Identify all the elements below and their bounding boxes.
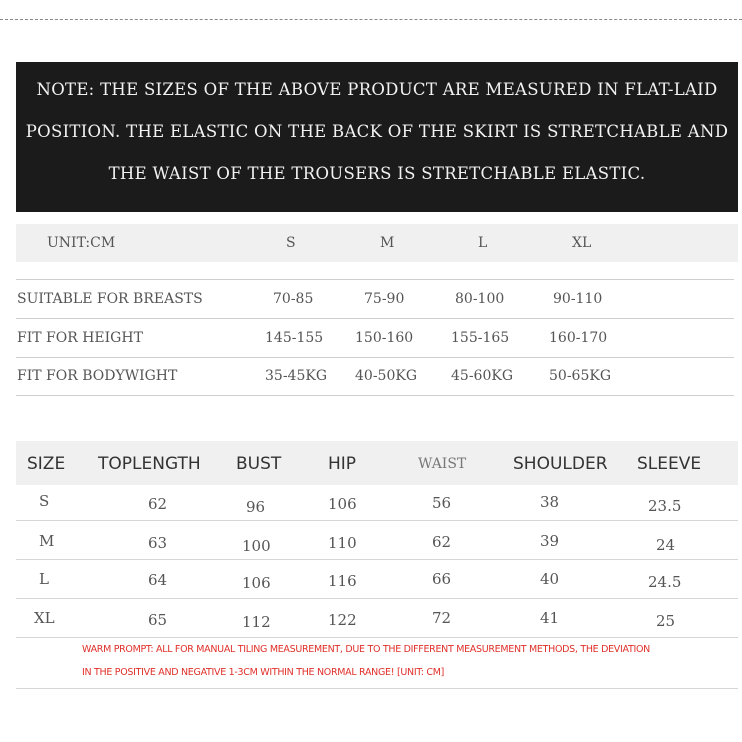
table-row <box>16 520 738 560</box>
size-col-s: S <box>286 235 296 251</box>
warm-prompt-line-1: WARM PROMPT: ALL FOR MANUAL TILING MEASUREMENT, DUE TO THE DIFFERENT MEASUREMENT METHODS, THE DEVIATION <box>82 644 650 655</box>
cell-size: M <box>39 532 55 550</box>
table-row <box>16 319 734 358</box>
cell-value: 24 <box>656 536 676 554</box>
cell-value: 40-50KG <box>355 368 418 384</box>
cell-value: 50-65KG <box>549 368 612 384</box>
cell-size: XL <box>34 609 55 627</box>
cell-value: 145-155 <box>265 330 324 346</box>
cell-value: 90-110 <box>553 291 603 307</box>
cell-value: 64 <box>148 571 168 589</box>
cell-value: 66 <box>432 570 452 588</box>
cell-value: 155-165 <box>451 330 510 346</box>
cell-value: 96 <box>246 498 266 516</box>
table-row <box>16 559 738 599</box>
cell-value: 65 <box>148 611 168 629</box>
size-col-m: M <box>380 235 395 251</box>
cell-value: 75-90 <box>364 291 405 307</box>
cell-value: 80-100 <box>455 291 505 307</box>
cell-value: 39 <box>540 532 560 550</box>
header-toplength: TOPLENGTH <box>98 454 201 474</box>
table-row <box>16 280 734 319</box>
note-banner <box>16 62 738 212</box>
row-label: FIT FOR BODYWIGHT <box>17 368 178 384</box>
cell-value: 63 <box>148 534 168 552</box>
cell-value: 62 <box>432 533 452 551</box>
header-bust: BUST <box>236 454 282 474</box>
bottom-rule <box>16 688 738 689</box>
cell-value: 106 <box>242 574 271 592</box>
table-row <box>16 598 738 638</box>
table-row <box>16 481 738 521</box>
cell-value: 110 <box>328 534 357 552</box>
cell-value: 41 <box>540 609 560 627</box>
cell-size: S <box>39 492 50 510</box>
cell-value: 56 <box>432 494 452 512</box>
size-col-l: L <box>478 235 488 251</box>
cell-value: 45-60KG <box>451 368 514 384</box>
note-line-2: POSITION. THE ELASTIC ON THE BACK OF THE SKIRT IS STRETCHABLE AND <box>25 122 729 141</box>
cell-value: 35-45KG <box>265 368 328 384</box>
header-hip: HIP <box>328 454 357 474</box>
cell-value: 72 <box>432 609 452 627</box>
measure-table-header <box>16 441 738 485</box>
header-shoulder: SHOULDER <box>513 454 608 474</box>
cell-value: 112 <box>242 613 271 631</box>
fit-table-header <box>16 224 738 262</box>
cell-value: 160-170 <box>549 330 608 346</box>
cell-value: 122 <box>328 611 357 629</box>
note-line-1: NOTE: THE SIZES OF THE ABOVE PRODUCT ARE MEASURED IN FLAT-LAID <box>36 80 718 99</box>
size-col-xl: XL <box>572 235 592 251</box>
cell-value: 150-160 <box>355 330 414 346</box>
warm-prompt-line-2: IN THE POSITIVE AND NEGATIVE 1-3CM WITHIN THE NORMAL RANGE! [UNIT: CM] <box>82 667 445 678</box>
top-dashed-divider <box>0 19 742 20</box>
cell-value: 100 <box>242 537 271 555</box>
cell-value: 25 <box>656 612 676 630</box>
cell-value: 70-85 <box>273 291 314 307</box>
row-label: FIT FOR HEIGHT <box>17 330 143 346</box>
cell-value: 40 <box>540 570 560 588</box>
cell-value: 62 <box>148 495 168 513</box>
header-size: SIZE <box>27 454 66 474</box>
cell-value: 24.5 <box>648 573 682 591</box>
header-sleeve: SLEEVE <box>637 454 702 474</box>
table-row <box>16 357 734 396</box>
cell-value: 116 <box>328 572 357 590</box>
unit-label: UNIT:CM <box>47 235 116 251</box>
note-line-3: THE WAIST OF THE TROUSERS IS STRETCHABLE ELASTIC. <box>108 164 646 183</box>
cell-value: 106 <box>328 495 357 513</box>
row-label: SUITABLE FOR BREASTS <box>17 291 203 307</box>
header-waist: WAIST <box>418 456 467 472</box>
cell-value: 38 <box>540 493 560 511</box>
cell-value: 23.5 <box>648 497 682 515</box>
cell-size: L <box>39 570 49 588</box>
